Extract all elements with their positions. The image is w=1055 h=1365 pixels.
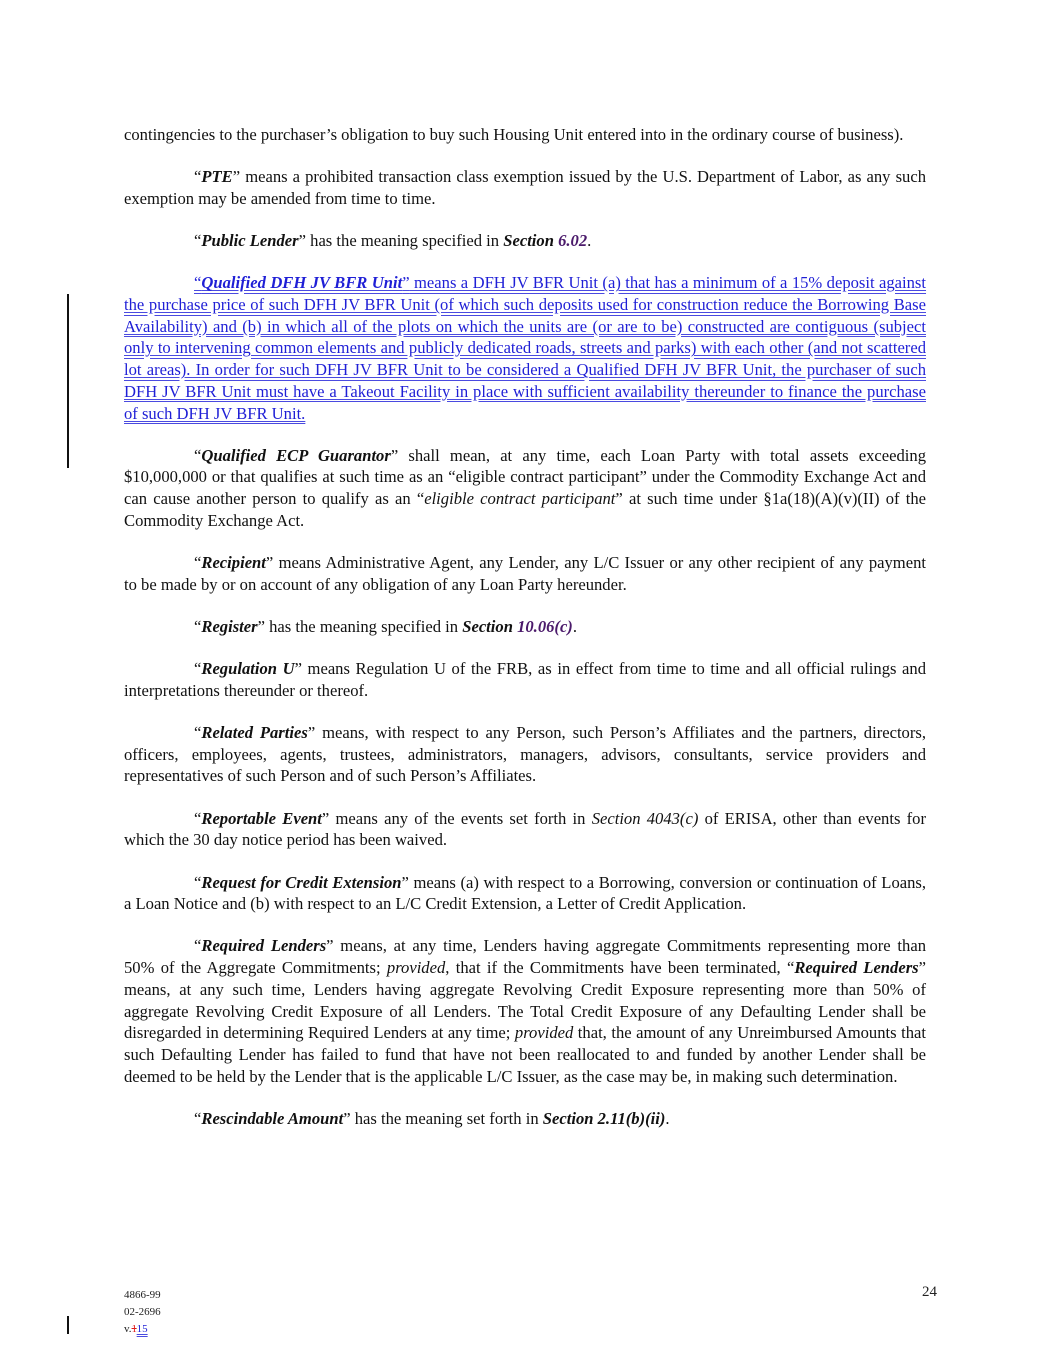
defined-term: Reportable Event bbox=[201, 808, 322, 828]
section-cross-reference[interactable]: 10.06(c) bbox=[517, 616, 573, 636]
version-inserted: 15 bbox=[136, 1323, 148, 1335]
definition-register: “Register” has the meaning specified in Section 10.06(c). bbox=[194, 616, 577, 636]
defined-term: Register bbox=[201, 616, 258, 636]
definition-regulation-u: “Regulation U” means Regulation U of the FRB, as in effect from time to time and all official rulings and interpretations thereunder or thereof. bbox=[124, 659, 927, 700]
definition-qualified-dfh-jv-bfr-unit-inserted: “Qualified DFH JV BFR Unit” means a DFH JV BFR Unit (a) that has a minimum of a 15% deposit against the purchase price of such DFH JV BFR Unit (of which such deposits used for construction reduce the Borrowing Base Availability) and (b) in which all of the plots on which the units are (or are to be) constructed are contiguous (subject only to intervening common elements and publicly dedicated roads, streets and parks) with each other (and not scattered lot areas). In order for such DFH JV BFR Unit to be considered a Qualified DFH JV BFR Unit, the purchaser of such DFH JV BFR Unit must have a Takeout Facility in place with sufficient availability thereunder to finance the purchase of such DFH JV BFR Unit. bbox=[124, 273, 927, 423]
paragraph-continuation: contingencies to the purchaser’s obligation to buy such Housing Unit entered into in the ordinary course of business). bbox=[124, 125, 904, 144]
doc-id-line-2: 02-2696 bbox=[124, 1306, 161, 1318]
defined-term: Public Lender bbox=[201, 231, 299, 251]
defined-term: Request for Credit Extension bbox=[201, 872, 402, 892]
definition-reportable-event: “Reportable Event” means any of the events set forth in Section 4043(c) of ERISA, other than events for which the 30 day notice period has been waived. bbox=[124, 808, 926, 850]
definition-rescindable-amount: “Rescindable Amount” has the meaning set forth in Section 2.11(b)(ii). bbox=[194, 1108, 670, 1128]
document-page bbox=[124, 124, 926, 1150]
change-bar bbox=[67, 294, 69, 468]
page-number: 24 bbox=[922, 1284, 937, 1300]
version-deleted: 1 bbox=[131, 1323, 137, 1335]
definition-qualified-ecp-guarantor: “Qualified ECP Guarantor” shall mean, at any time, each Loan Party with total assets exceeding $10,000,000 or that qualifies at such time as an “eligible contract participant” under the Commodity Exchange Act and can cause another person to qualify as an “eligible contract participant” at such time under §1a(18)(A)(v)(II) of the Commodity Exchange Act. bbox=[124, 445, 926, 530]
definition-pte: “PTE” means a prohibited transaction class exemption issued by the U.S. Department of Labor, as any such exemption may be amended from time to time. bbox=[124, 167, 926, 208]
definition-request-for-credit-extension: “Request for Credit Extension” means (a) with respect to a Borrowing, conversion or continuation of Loans, a Loan Notice and (b) with respect to an L/C Credit Extension, a Letter of Credit Application. bbox=[124, 872, 927, 914]
version-line: v.115 bbox=[124, 1323, 148, 1335]
defined-term: Qualified ECP Guarantor bbox=[201, 445, 391, 465]
defined-term: PTE bbox=[201, 167, 233, 187]
section-cross-reference[interactable]: Section 2.11(b)(ii) bbox=[542, 1108, 666, 1128]
defined-term: Recipient bbox=[201, 553, 266, 573]
definition-required-lenders: “Required Lenders” means, at any time, Lenders having aggregate Commitments representing more than 50% of the Aggregate Commitments; provided, that if the Commitments have been terminated, “Required Lenders” means, at any such time, Lenders having aggregate Revolving Credit Exposure representing more than 50% of aggregate Revolving Credit Exposure of all Lenders. The Total Credit Exposure of any Defaulting Lender shall be disregarded in determining Required Lenders at any time; provided that, the amount of any Unreimbursed Amounts that such Defaulting Lender has failed to fund that have not been reallocated to and funded by another Lender shall be deemed to be held by the Lender that is the applicable L/C Issuer, as the case may be, in making such determination. bbox=[124, 936, 926, 1086]
doc-id-line-1: 4866-99 bbox=[124, 1289, 161, 1301]
defined-term: Related Parties bbox=[201, 723, 308, 743]
section-cross-reference[interactable]: 6.02 bbox=[558, 231, 588, 251]
defined-term: Regulation U bbox=[201, 659, 295, 679]
defined-term: Rescindable Amount bbox=[201, 1108, 344, 1128]
change-bar-footer bbox=[67, 1316, 69, 1334]
section-label: Section bbox=[462, 616, 518, 636]
footer-document-id bbox=[124, 1287, 161, 1338]
defined-term: Qualified DFH JV BFR Unit bbox=[201, 273, 403, 293]
section-label: Section bbox=[503, 231, 559, 251]
definition-recipient: “Recipient” means Administrative Agent, any Lender, any L/C Issuer or any other recipient of any payment to be made by or on account of any obligation of any Loan Party hereunder. bbox=[124, 553, 926, 594]
definition-public-lender: “Public Lender” has the meaning specified in Section 6.02. bbox=[194, 231, 592, 251]
defined-term: Required Lenders bbox=[201, 936, 327, 956]
definition-related-parties: “Related Parties” means, with respect to any Person, such Person’s Affiliates and the partners, directors, officers, employees, agents, trustees, administrators, managers, advisors, consultants, service providers and representatives of such Person and of such Person’s Affiliates. bbox=[124, 723, 926, 786]
